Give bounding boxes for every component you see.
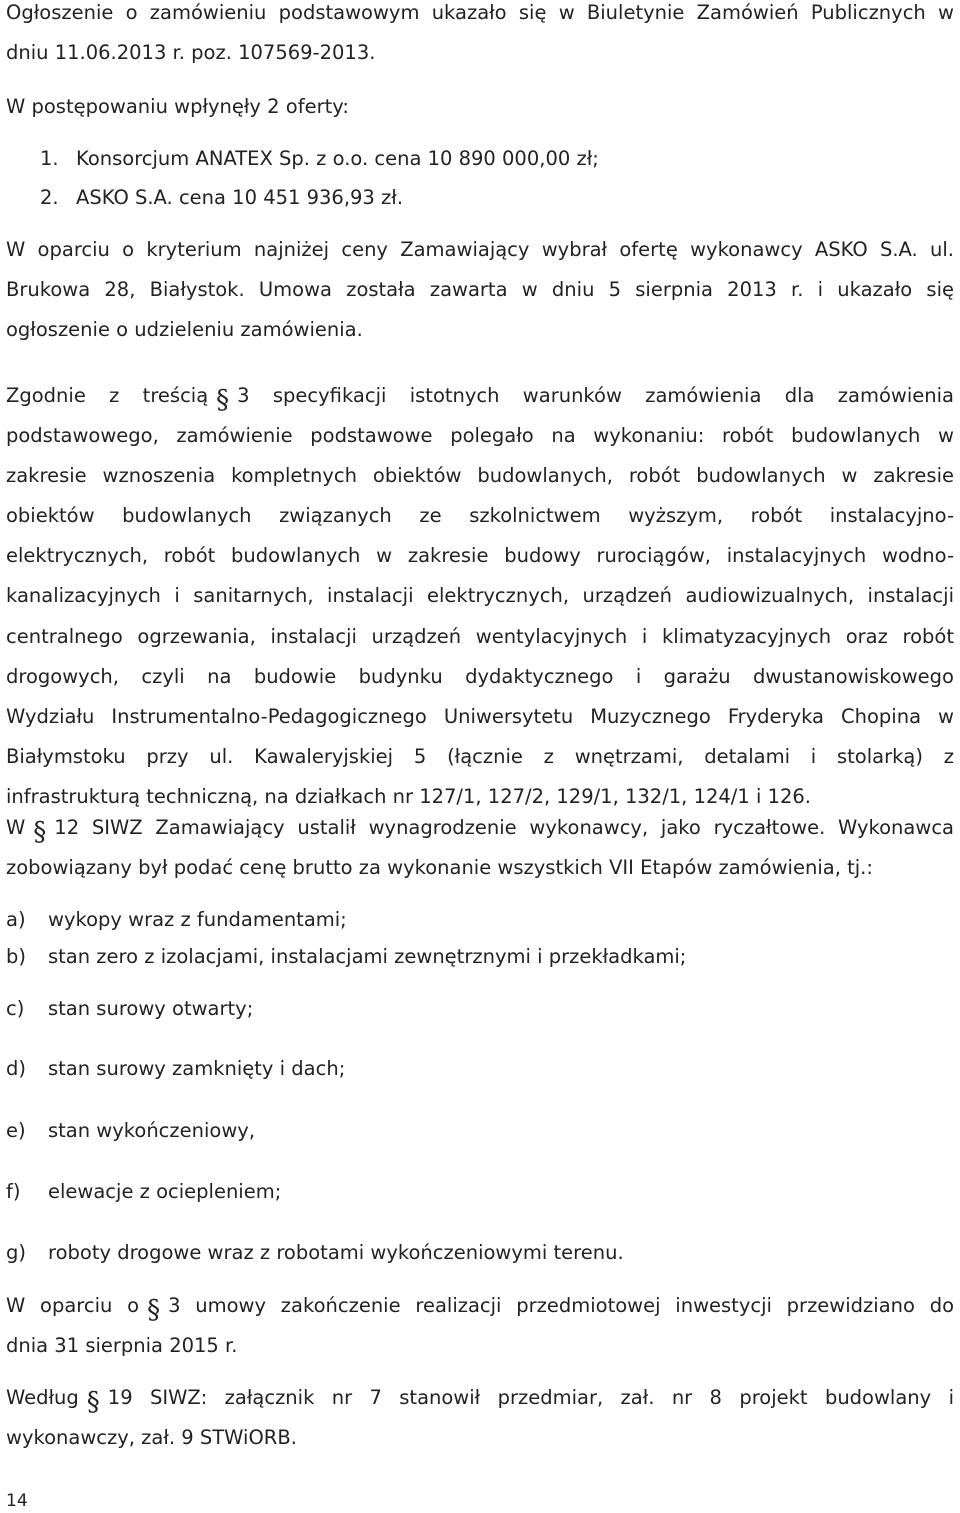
choice-line-1: W oparciu o kryterium najniżej ceny Zamawiający wybrał ofertę wykonawcy ASKO S.A. ul.	[6, 238, 954, 261]
scope-line: centralnego ogrzewania, instalacji urządzeń wentylacyjnych i klimatyzacyjnych oraz robót	[6, 624, 954, 648]
stage-item: e) stan wykończeniowy,	[6, 1119, 256, 1142]
offer-text: ASKO S.A. cena 10 451 936,93 zł.	[76, 186, 404, 209]
siwz19-line-2: wykonawczy, zał. 9 STWiORB.	[6, 1426, 297, 1449]
offers-heading: W postępowaniu wpłynęły 2 oferty:	[6, 95, 349, 118]
scope-line: Wydziału Instrumentalno-Pedagogicznego Uniwersytetu Muzycznego Fryderyka Chopina w	[6, 704, 954, 728]
stage-item: a) wykopy wraz z fundamentami;	[6, 908, 347, 931]
stage-item: b) stan zero z izolacjami, instalacjami zewnętrznymi i przekładkami;	[6, 945, 687, 968]
scope-line: zakresie wznoszenia kompletnych obiektów budowlanych, robót budowlanych w zakresie	[6, 464, 954, 488]
choice-line-3: ogłoszenie o udzieleniu zamówienia.	[6, 318, 363, 341]
stage-item: f) elewacje z ociepleniem;	[6, 1180, 282, 1203]
offer-item	[40, 186, 403, 209]
scope-line: obiektów budowlanych związanych ze szkolnictwem wyższym, robót instalacyjno-	[6, 504, 954, 528]
contract-line-1: W oparciu o § 3 umowy zakończenie realizacji przedmiotowej inwestycji przewidziano do	[6, 1294, 955, 1325]
scope-line: kanalizacyjnych i sanitarnych, instalacji elektrycznych, urządzeń audiowizualnych, instalacji	[6, 584, 954, 608]
scope-line: Białymstoku przy ul. Kawaleryjskiej 5 (łącznie z wnętrzami, detalami i stolarką) z	[6, 744, 954, 768]
scope-line: infrastrukturą techniczną, na działkach nr 127/1, 127/2, 129/1, 132/1, 124/1 i 126.	[6, 784, 811, 808]
siwz19-line-1: Według § 19 SIWZ: załącznik nr 7 stanowił przedmiar, zał. nr 8 projekt budowlany i	[6, 1386, 954, 1417]
offer-number: 2.	[40, 186, 59, 209]
offer-item	[40, 147, 599, 170]
offer-number: 1.	[40, 147, 59, 170]
intro-line-1: Ogłoszenie o zamówieniu podstawowym ukazało się w Biuletynie Zamówień Publicznych w	[6, 1, 954, 24]
scope-line: elektrycznych, robót budowlanych w zakresie budowy rurociągów, instalacyjnych wodno-	[6, 544, 954, 568]
choice-line-2: Brukowa 28, Białystok. Umowa została zawarta w dniu 5 sierpnia 2013 r. i ukazało się	[6, 278, 954, 301]
page-number: 14	[6, 1491, 28, 1511]
contract-line-2: dnia 31 sierpnia 2015 r.	[6, 1334, 238, 1357]
offer-text: Konsorcjum ANATEX Sp. z o.o. cena 10 890 000,00 zł;	[76, 147, 599, 170]
scope-line: Zgodnie z treścią § 3 specyfikacji istotnych warunków zamówienia dla zamówienia	[6, 384, 954, 415]
stage-item: d) stan surowy zamknięty i dach;	[6, 1057, 346, 1080]
scope-line: podstawowego, zamówienie podstawowe polegało na wykonaniu: robót budowlanych w	[6, 424, 954, 448]
scope-line: drogowych, czyli na budowie budynku dydaktycznego i garażu dwustanowiskowego	[6, 664, 954, 688]
intro-line-2: dniu 11.06.2013 r. poz. 107569-2013.	[6, 41, 376, 64]
stage-item: c) stan surowy otwarty;	[6, 997, 254, 1020]
scope-paragraph	[6, 376, 954, 817]
siwz12-line-1: W § 12 SIWZ Zamawiający ustalił wynagrodzenie wykonawcy, jako ryczałtowe. Wykonawca	[6, 816, 954, 847]
stage-item: g) roboty drogowe wraz z robotami wykończeniowymi terenu.	[6, 1241, 624, 1264]
siwz12-line-2: zobowiązany był podać cenę brutto za wykonanie wszystkich VII Etapów zamówienia, tj.:	[6, 856, 873, 879]
